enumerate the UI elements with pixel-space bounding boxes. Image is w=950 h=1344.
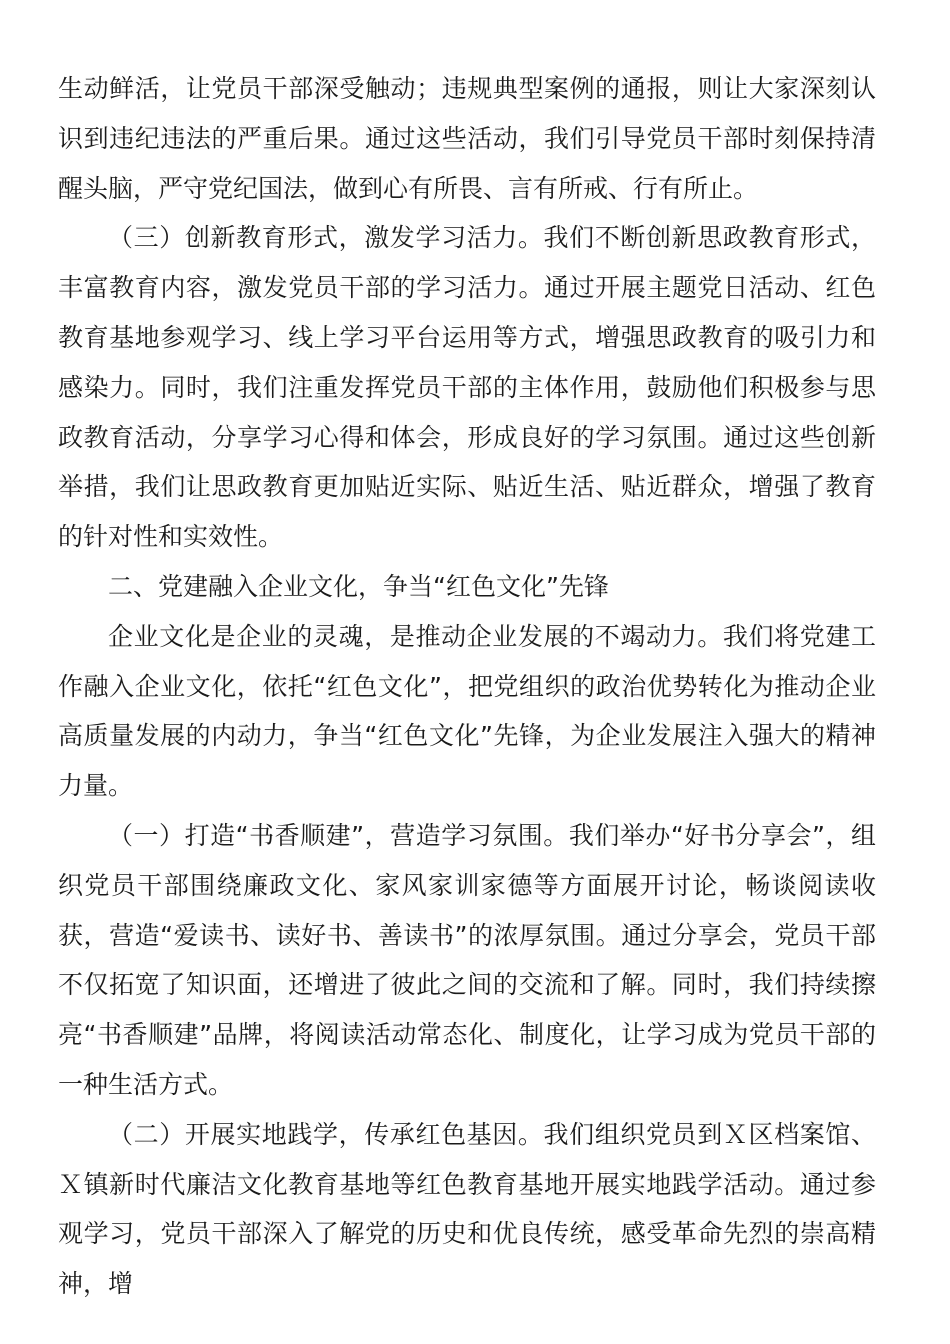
paragraph-enterprise-culture: 企业文化是企业的灵魂，是推动企业发展的不竭动力。我们将党建工作融入企业文化，依托“红色文化”，把党组织的政治优势转化为推动企业高质量发展的内动力，争当“红色文化”先锋，为企业发展注入强大的精神力量。: [58, 621, 876, 801]
paragraph-continuation: 生动鲜活，让党员干部深受触动；违规典型案例的通报，则让大家深刻认识到违纪违法的严重后果。通过这些活动，我们引导党员干部时刻保持清醒头脑，严守党纪国法，做到心有所畏、言有所戒、行有所止。: [58, 74, 876, 203]
paragraph-subsection-2: （二）开展实地践学，传承红色基因。我们组织党员到Ｘ区档案馆、Ｘ镇新时代廉洁文化教育基地等红色教育基地开展实地践学活动。通过参观学习，党员干部深入了解党的历史和优良传统，感受革命先烈的崇高精神，增: [58, 1119, 876, 1299]
document-page: [58, 64, 876, 1309]
paragraph-subsection-1: （一）打造“书香顺建”，营造学习氛围。我们举办“好书分享会”，组织党员干部围绕廉政文化、家风家训家德等方面展开讨论，畅谈阅读收获，营造“爱读书、读好书、善读书”的浓厚氛围。通过分享会，党员干部不仅拓宽了知识面，还增进了彼此之间的交流和了解。同时，我们持续擦亮“书香顺建”品牌，将阅读活动常态化、制度化，让学习成为党员干部的一种生活方式。: [58, 820, 876, 1099]
section-heading-2: 二、党建融入企业文化，争当“红色文化”先锋: [108, 571, 609, 601]
paragraph-section-3: （三）创新教育形式，激发学习活力。我们不断创新思政教育形式，丰富教育内容，激发党员干部的学习活力。通过开展主题党日活动、红色教育基地参观学习、线上学习平台运用等方式，增强思政教育的吸引力和感染力。同时，我们注重发挥党员干部的主体作用，鼓励他们积极参与思政教育活动，分享学习心得和体会，形成良好的学习氛围。通过这些创新举措，我们让思政教育更加贴近实际、贴近生活、贴近群众，增强了教育的针对性和实效性。: [58, 223, 876, 552]
